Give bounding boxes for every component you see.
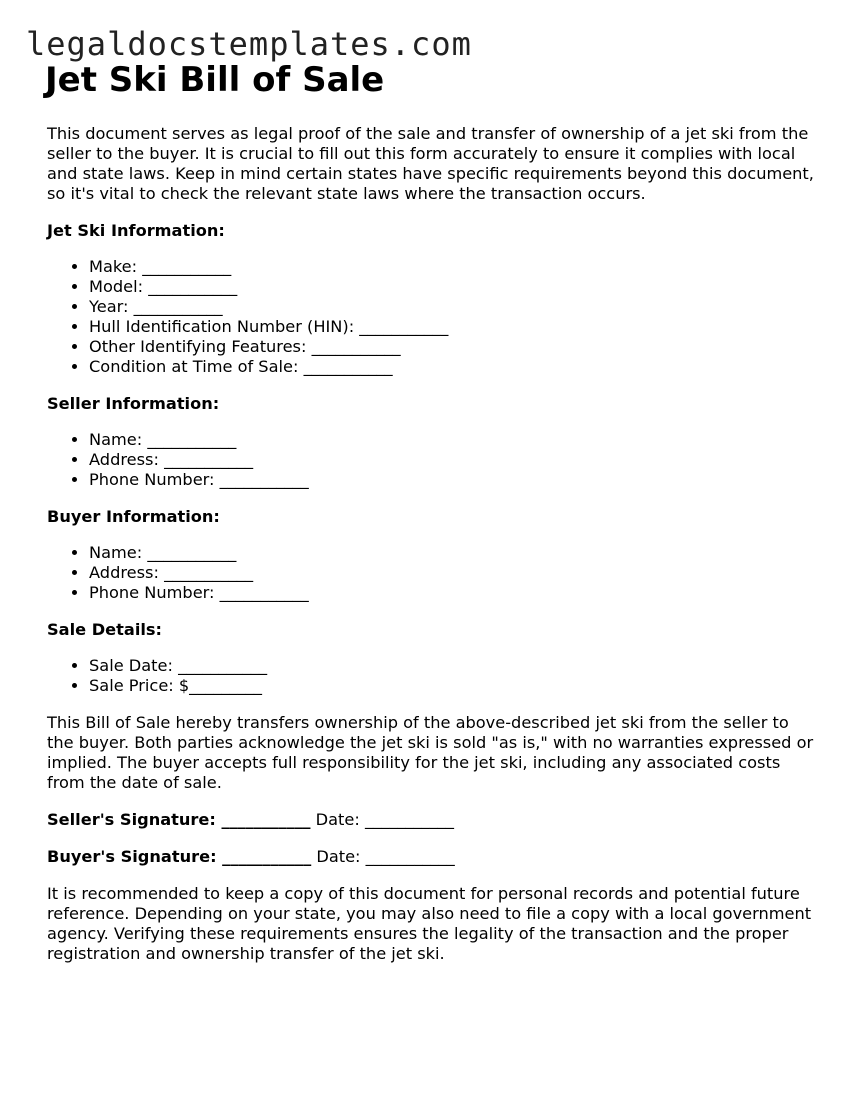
jet-ski-year-item: • Year: ___________ (89, 297, 817, 317)
seller-signature-date: Date: ___________ (310, 810, 454, 829)
buyer-address-item: • Address: ___________ (89, 563, 817, 583)
sale-details-list (47, 656, 817, 696)
buyer-info-list (47, 543, 817, 603)
sale-date-item: • Sale Date: ___________ (89, 656, 817, 676)
seller-phone-item: • Phone Number: ___________ (89, 470, 817, 490)
jet-ski-condition-item: • Condition at Time of Sale: ___________ (89, 357, 817, 377)
buyer-signature-label: Buyer's Signature: ___________ (47, 847, 312, 866)
buyer-signature-line (47, 847, 817, 867)
jet-ski-model-item: • Model: ___________ (89, 277, 817, 297)
seller-info-list (47, 430, 817, 490)
jet-ski-features-item: • Other Identifying Features: ___________ (89, 337, 817, 357)
seller-info-heading: Seller Information: (47, 394, 220, 413)
document-title: Jet Ski Bill of Sale (45, 60, 385, 100)
buyer-name-item: • Name: ___________ (89, 543, 817, 563)
seller-name-item: • Name: ___________ (89, 430, 817, 450)
intro-paragraph: This document serves as legal proof of the sale and transfer of ownership of a jet ski from the seller to the buyer. It is crucial to fill out this form accurately to ensure it complies with local and state laws. Keep in mind certain states have specific requirements beyond this document, so it's vital to check the relevant state laws where the transaction occurs. (47, 124, 814, 203)
sale-details-heading: Sale Details: (47, 620, 163, 639)
transfer-paragraph: This Bill of Sale hereby transfers ownership of the above-described jet ski from the seller to the buyer. Both parties acknowledge the jet ski is sold "as is," with no warranties expressed or implied. The buyer accepts full responsibility for the jet ski, including any associated costs from the date of sale. (47, 713, 814, 792)
buyer-info-heading: Buyer Information: (47, 507, 220, 526)
sale-price-item: • Sale Price: $_________ (89, 676, 817, 696)
seller-signature-line (47, 810, 817, 830)
site-watermark: legaldocstemplates.com (26, 25, 472, 63)
jet-ski-info-list (47, 257, 817, 377)
buyer-phone-item: • Phone Number: ___________ (89, 583, 817, 603)
buyer-signature-date: Date: ___________ (311, 847, 455, 866)
seller-address-item: • Address: ___________ (89, 450, 817, 470)
seller-signature-label: Seller's Signature: ___________ (47, 810, 311, 829)
jet-ski-hin-item: • Hull Identification Number (HIN): ___________ (89, 317, 817, 337)
jet-ski-info-heading: Jet Ski Information: (47, 221, 225, 240)
document-page (47, 60, 817, 964)
jet-ski-make-item: • Make: ___________ (89, 257, 817, 277)
closing-paragraph: It is recommended to keep a copy of this document for personal records and potential future reference. Depending on your state, you may also need to file a copy with a local government agency. Verifying these requirements ensures the legality of the transaction and the proper registration and ownership transfer of the jet ski. (47, 884, 812, 963)
